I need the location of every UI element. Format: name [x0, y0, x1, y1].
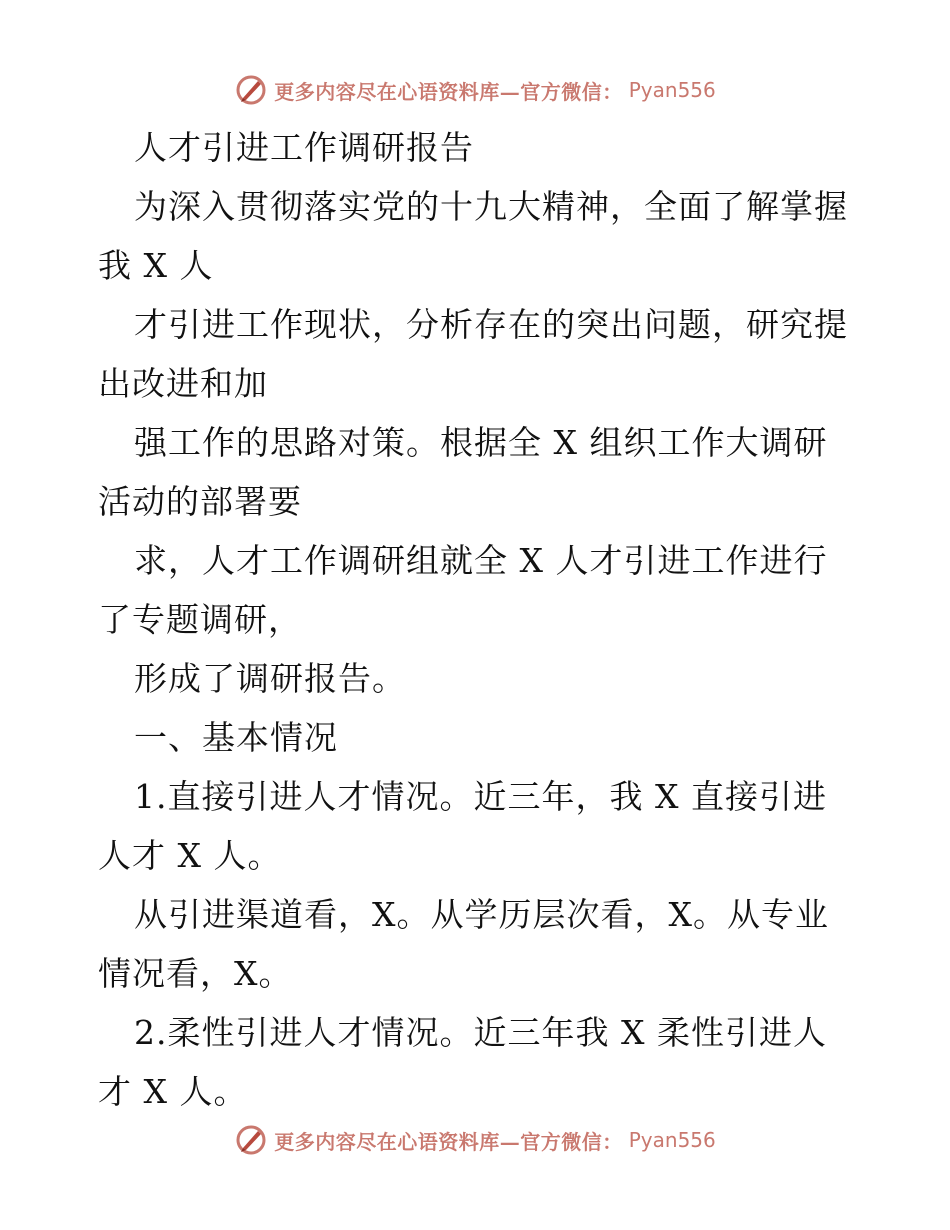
watermark-site-text: 更多内容尽在心语资料库—官方微信：	[274, 1129, 623, 1154]
document-body	[98, 118, 858, 1121]
paragraph-4: 求，人才工作调研组就全 X 人才引进工作进行了专题调研，	[98, 541, 828, 639]
document-title: 人才引进工作调研报告	[134, 128, 474, 167]
quill-pen-circle-icon	[234, 73, 268, 107]
paragraph-2: 才引进工作现状，分析存在的突出问题，研究提出改进和加	[98, 305, 848, 403]
quill-pen-circle-icon	[234, 1123, 268, 1157]
section-heading-basic-situation: 一、基本情况	[134, 718, 338, 757]
paragraph-8: 从引进渠道看，X。从学历层次看，X。从专业情况看，X。	[98, 895, 829, 993]
watermark-wechat-id: Pyan556	[628, 1128, 716, 1152]
paragraph-9: 2.柔性引进人才情况。近三年我 X 柔性引进人才 X 人。	[98, 1013, 827, 1111]
paragraph-3: 强工作的思路对策。根据全 X 组织工作大调研活动的部署要	[98, 423, 828, 521]
paragraph-5: 形成了调研报告。	[134, 659, 406, 698]
watermark-banner-top	[0, 70, 950, 110]
watermark-banner-bottom	[0, 1120, 950, 1160]
paragraph-1: 为深入贯彻落实党的十九大精神，全面了解掌握我 X 人	[98, 187, 848, 285]
watermark-site-text: 更多内容尽在心语资料库—官方微信：	[274, 79, 623, 104]
watermark-wechat-id: Pyan556	[628, 78, 716, 102]
paragraph-7: 1.直接引进人才情况。近三年，我 X 直接引进人才 X 人。	[98, 777, 827, 875]
